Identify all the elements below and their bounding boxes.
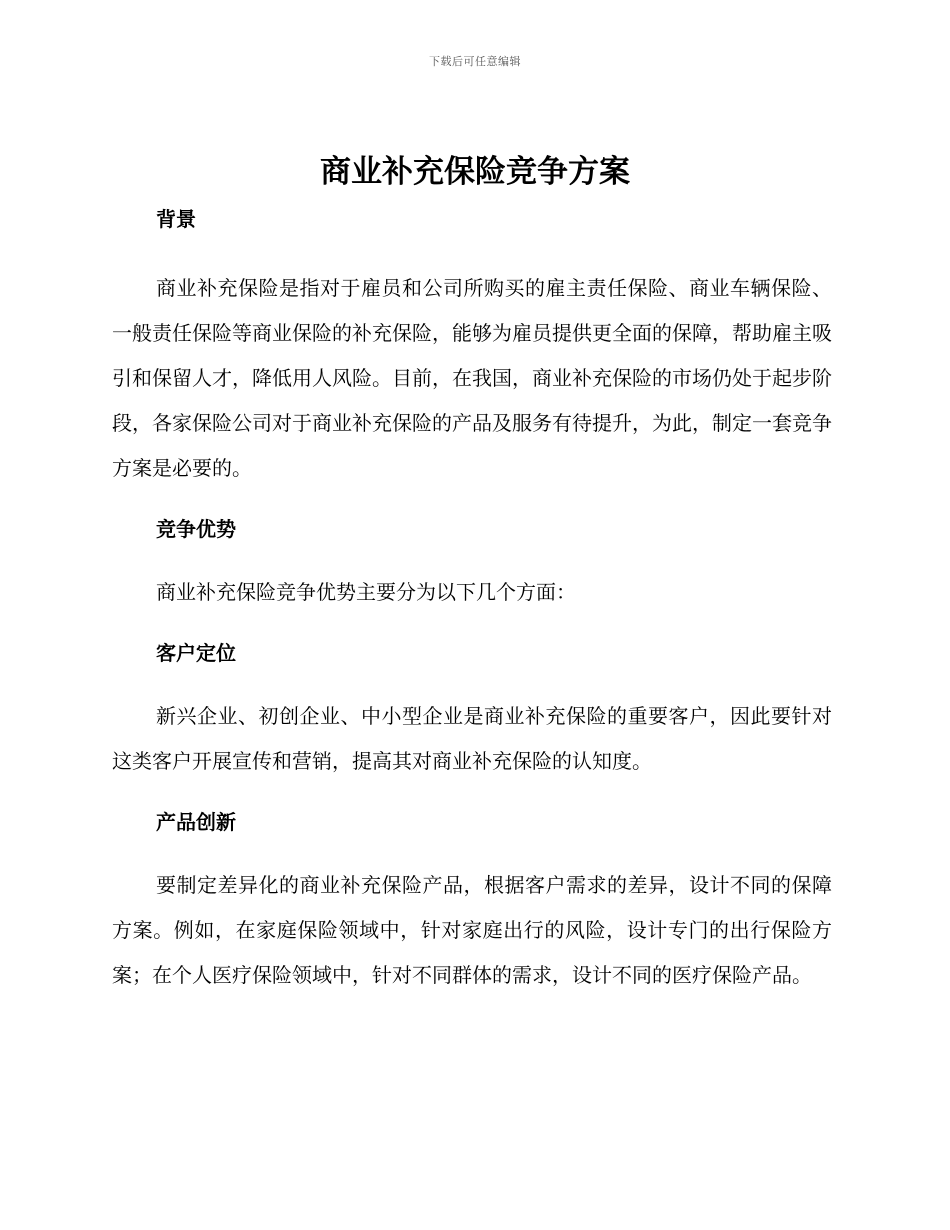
document-title: 商业补充保险竞争方案	[320, 154, 630, 190]
section-paragraph-background: 商业补充保险是指对于雇员和公司所购买的雇主责任保险、商业车辆保险、一般责任保险等商业保险的补充保险，能够为雇员提供更全面的保障，帮助雇主吸引和保留人才，降低用人风险。目前，在我国，商业补充保险的市场仍处于起步阶段，各家保险公司对于商业补充保险的产品及服务有待提升，为此，制定一套竞争方案是必要的。	[112, 276, 832, 480]
section-heading-competitive-advantage: 竞争优势	[156, 517, 236, 541]
section-paragraph-competitive-advantage: 商业补充保险竞争优势主要分为以下几个方面：	[156, 580, 576, 604]
section-paragraph-customer-positioning: 新兴企业、初创企业、中小型企业是商业补充保险的重要客户，因此要针对这类客户开展宣传和营销，提高其对商业补充保险的认知度。	[112, 704, 832, 773]
section-heading-customer-positioning: 客户定位	[156, 641, 236, 665]
document-body	[112, 204, 832, 998]
section-heading-background: 背景	[156, 207, 196, 231]
section-heading-product-innovation: 产品创新	[156, 810, 236, 834]
page-header-note: 下载后可任意编辑	[429, 55, 521, 68]
section-paragraph-product-innovation: 要制定差异化的商业补充保险产品，根据客户需求的差异，设计不同的保障方案。例如，在家庭保险领域中，针对家庭出行的风险，设计专门的出行保险方案；在个人医疗保险领域中，针对不同群体的需求，设计不同的医疗保险产品。	[112, 873, 832, 987]
